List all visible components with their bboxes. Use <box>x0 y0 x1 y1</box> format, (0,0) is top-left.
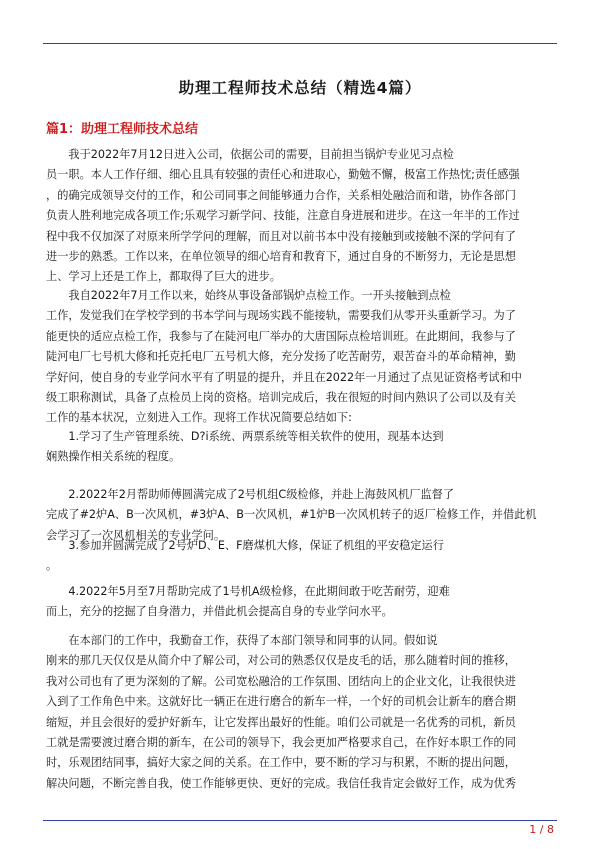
text-line: 我于2022年7月12日进入公司，依据公司的需要，目前担当锅炉专业见习点检 <box>46 148 454 161</box>
text-line: 会学习了一次风机相关的专业学问。 <box>46 528 226 542</box>
paragraph <box>46 582 556 623</box>
text-line: 在本部门的工作中，我勤奋工作，获得了本部门领导和同事的认同。假如说 <box>46 634 438 647</box>
top-divider <box>43 43 557 44</box>
bottom-divider <box>43 820 557 821</box>
text-line: 1.学习了生产管理系统、D?i系统、两票系统等相关软件的使用，现基本达到 <box>46 430 444 443</box>
text-line: 陡河电厂七号机大修和托克托电厂五号机大修，充分发扬了吃苦耐劳，艰苦奋斗的革命精神，勤 <box>46 350 516 364</box>
section-heading: 篇1：助理工程师技术总结 <box>46 122 199 137</box>
text-line: 级工职称测试，具备了点检员上岗的资格。培训完成后，我在很短的时间内熟识了公司以及有关 <box>46 390 516 404</box>
text-line: 时，乐观团结同事，搞好大家之间的关系。在工作中，要不断的学习与积累，不断的提出问题， <box>46 756 516 770</box>
text-line: 完成了#2炉A、B一次风机，#3炉A、B一次风机，#1炉B一次风机转子的返厂检修工作，并借此机 <box>46 508 537 522</box>
text-line: 进一步的熟悉。工作以来，在单位领导的细心培育和教育下，通过自身的不断努力，无论是思想 <box>46 249 516 263</box>
text-line: 2.2022年2月帮助师傅圆满完成了2号机组C级检修，并赴上海鼓风机厂监督了 <box>46 488 455 501</box>
text-line: 上、学习上还是工作上，都取得了巨大的进步。 <box>46 270 281 284</box>
text-line: 刚来的那几天仅仅是从简介中了解公司，对公司的熟悉仅仅是皮毛的话，那么随着时间的推移， <box>46 654 516 668</box>
paragraph <box>46 427 556 468</box>
paragraph <box>46 286 556 429</box>
text-line: 4.2022年5月至7月帮助完成了1号机A级检修，在此期间敢于吃苦耐劳，迎难 <box>46 585 450 598</box>
text-line: ，的确完成领导交付的工作，和公司同事之间能够通力合作，关系相处融洽而和谐，协作各部门 <box>46 188 516 202</box>
text-line: 工作的基本状况，立刻进入工作。现将工作状况简要总结如下: <box>46 411 352 425</box>
text-line: 工作，发觉我们在学校学到的书本学问与现场实践不能接轨，需要我们从零开头重新学习。为了 <box>46 309 516 323</box>
text-line: 娴熟操作相关系统的程度。 <box>46 450 181 464</box>
document-title: 助理工程师技术总结（精选4篇） <box>178 79 422 97</box>
text-line: 。 <box>46 559 58 573</box>
text-line: 解决问题，不断完善自我，使工作能够更快、更好的完成。我信任我肯定会做好工作，成为优秀 <box>46 776 516 790</box>
paragraph <box>46 536 556 577</box>
text-line: 程中我不仅加深了对原来所学学问的理解，而且对以前书本中没有接触到或接触不深的学问有了 <box>46 229 516 243</box>
page-indicator: 1 / 8 <box>529 823 554 836</box>
text-line: 工就是需要渡过磨合期的新车，在公司的领导下，我会更加严格要求自己，在作好本职工作的同 <box>46 735 516 749</box>
paragraph <box>46 631 556 794</box>
text-line: 员一职。本人工作仔细、细心且具有较强的责任心和进取心，勤勉不懈，极富工作热忱;责任感强 <box>46 168 520 182</box>
text-line: 缩短，并且会很好的爱护好新车，让它发挥出最好的性能。咱们公司就是一名优秀的司机，新员 <box>46 715 516 729</box>
text-line: 学好问，使自身的专业学问水平有了明显的提升，并且在2022年一月通过了点见证资格考试和中 <box>46 370 522 384</box>
text-line: 能更快的适应点检工作，我参与了在陡河电厂举办的大唐国际点检培训班。在此期间，我参与了 <box>46 329 516 343</box>
paragraph <box>46 145 556 288</box>
text-line: 我对公司也有了更为深刻的了解。公司宽松融洽的工作氛围、团结向上的企业文化，让我很快进 <box>46 674 516 688</box>
text-line: 负责人胜利地完成各项工作;乐观学习新学问、技能，注意自身进展和进步。在这一年半的工作过 <box>46 209 520 223</box>
text-line: 我自2022年7月工作以来，始终从事设备部锅炉点检工作。一开头接触到点检 <box>46 289 451 302</box>
text-line: 而上，充分的挖掘了自身潜力，并借此机会提高自身的专业学问水平。 <box>46 605 393 619</box>
text-line: 3.参加并圆满完成了2号炉D、E、F磨煤机大修，保证了机组的平安稳定运行 <box>46 539 444 552</box>
text-line: 入到了工作角色中来。这就好比一辆正在进行磨合的新车一样，一个好的司机会让新车的磨合期 <box>46 695 516 709</box>
